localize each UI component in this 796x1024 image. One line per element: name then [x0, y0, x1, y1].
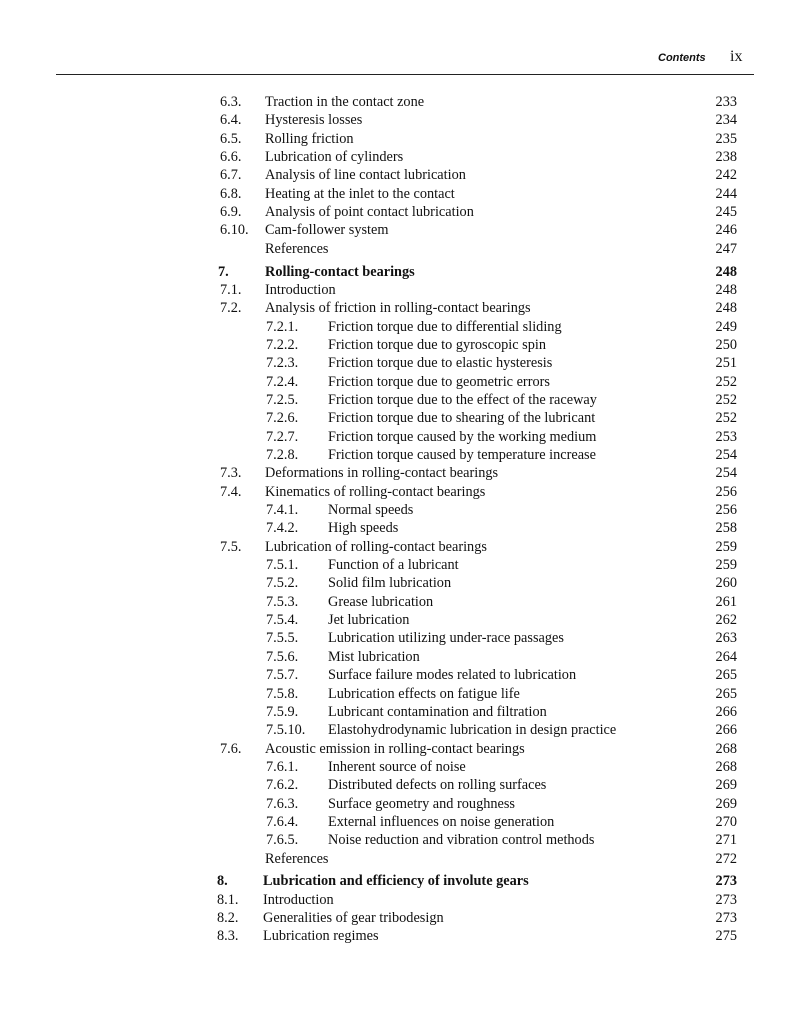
entry-page: 258	[715, 520, 737, 537]
entry-number: 8.2.	[217, 910, 239, 927]
entry-page: 259	[715, 557, 737, 574]
entry-page: 265	[715, 667, 737, 684]
subentry-title: Normal speeds	[328, 502, 414, 519]
toc-entry	[0, 299, 796, 317]
entry-number: 8.3.	[217, 928, 239, 945]
entry-title: Analysis of line contact lubrication	[265, 167, 466, 184]
subentry-title: Mist lubrication	[328, 648, 420, 665]
entry-page: 245	[715, 204, 737, 221]
entry-title: Lubrication regimes	[263, 928, 379, 945]
entry-page: 256	[715, 483, 737, 500]
toc-entry	[0, 203, 796, 221]
entry-title: Heating at the inlet to the contact	[265, 185, 455, 202]
entry-number: 6.5.	[220, 130, 242, 147]
subentry-number: 7.5.6.	[266, 648, 299, 665]
toc-subentry	[0, 685, 796, 703]
entry-number: 6.4.	[220, 112, 242, 129]
entry-number: 6.9.	[220, 204, 242, 221]
entry-title: Introduction	[265, 281, 336, 298]
entry-title: Deformations in rolling-contact bearings	[265, 465, 499, 482]
toc-subentry	[0, 611, 796, 629]
subentry-number: 7.5.4.	[266, 612, 299, 629]
entry-number: 7.6.	[220, 740, 242, 757]
toc-entry	[0, 483, 796, 501]
toc-subentry	[0, 593, 796, 611]
entry-page: 264	[715, 648, 737, 665]
subentry-number: 7.5.9.	[266, 703, 299, 720]
subentry-number: 7.2.3.	[266, 355, 299, 372]
toc-entry-references	[0, 240, 796, 258]
entry-title: Traction in the contact zone	[265, 94, 425, 110]
entry-page: 244	[715, 185, 737, 202]
entry-title: Generalities of gear tribodesign	[263, 910, 444, 927]
entry-page: 235	[715, 130, 737, 147]
toc-subentry	[0, 501, 796, 519]
toc-subentry	[0, 813, 796, 831]
entry-number: 6.10.	[220, 222, 249, 239]
toc-entry-references	[0, 850, 796, 868]
subentry-number: 7.2.2.	[266, 336, 299, 353]
subentry-number: 7.6.1.	[266, 758, 299, 775]
entry-page: 249	[715, 318, 737, 335]
subentry-title: Friction torque caused by the working medium	[328, 428, 597, 445]
running-header-label: Contents	[658, 52, 706, 64]
table-of-contents	[0, 93, 796, 946]
toc-subentry	[0, 409, 796, 427]
subentry-title: Friction torque due to geometric errors	[328, 373, 550, 390]
toc-subentry	[0, 318, 796, 336]
toc-entry	[0, 538, 796, 556]
entry-page: 253	[715, 428, 737, 445]
toc-subentry	[0, 795, 796, 813]
toc-subentry	[0, 831, 796, 849]
entry-page: 260	[715, 575, 737, 592]
toc-chapter-heading	[0, 872, 796, 890]
subentry-title: Friction torque caused by temperature increase	[328, 447, 596, 464]
entry-page: 265	[715, 685, 737, 702]
entry-page: 242	[715, 167, 737, 184]
subentry-title: Function of a lubricant	[328, 557, 459, 574]
entry-page: 273	[715, 910, 737, 927]
entry-page: 252	[715, 392, 737, 408]
entry-page: 233	[715, 94, 737, 110]
header-rule	[56, 74, 754, 75]
entry-page: 250	[715, 336, 737, 353]
entry-page: 268	[715, 758, 737, 775]
entry-title: Analysis of point contact lubrication	[265, 204, 474, 221]
subentry-title: Friction torque due to differential sliding	[328, 318, 562, 335]
subentry-number: 7.6.4.	[266, 813, 299, 830]
entry-title: Lubrication of cylinders	[265, 149, 404, 166]
entry-page: 252	[715, 373, 737, 390]
subentry-title: Jet lubrication	[328, 612, 410, 629]
entry-page: 251	[715, 355, 737, 372]
subentry-number: 7.5.1.	[266, 557, 299, 574]
subentry-title: Grease lubrication	[328, 593, 434, 610]
toc-entry	[0, 909, 796, 927]
entry-page: 275	[715, 928, 737, 945]
entry-page: 262	[715, 612, 737, 629]
toc-entry	[0, 166, 796, 184]
toc-subentry	[0, 776, 796, 794]
subentry-number: 7.5.2.	[266, 575, 299, 592]
toc-subentry	[0, 373, 796, 391]
toc-chapter-heading	[0, 263, 796, 281]
toc-entry	[0, 130, 796, 148]
entry-title: Analysis of friction in rolling-contact bearings	[265, 300, 531, 317]
entry-page: 261	[715, 593, 737, 610]
entry-page: 254	[715, 447, 737, 464]
toc-subentry	[0, 556, 796, 574]
toc-entry	[0, 464, 796, 482]
entry-title: Acoustic emission in rolling-contact bearings	[265, 740, 525, 757]
entry-page: 273	[715, 891, 737, 908]
toc-subentry	[0, 354, 796, 372]
subentry-title: External influences on noise generation	[328, 813, 555, 830]
entry-page: 269	[715, 795, 737, 812]
toc-subentry	[0, 721, 796, 739]
subentry-number: 7.2.1.	[266, 318, 299, 335]
entry-page: 238	[715, 149, 737, 166]
entry-page: 256	[715, 502, 737, 519]
entry-number: 7.2.	[220, 300, 242, 317]
subentry-title: High speeds	[328, 520, 399, 537]
subentry-number: 7.6.2.	[266, 777, 299, 794]
entry-title: Introduction	[263, 891, 334, 908]
subentry-title: Friction torque due to the effect of the raceway	[328, 392, 597, 408]
subentry-number: 7.4.2.	[266, 520, 299, 537]
chapter-page: 273	[715, 873, 737, 890]
entry-page: 246	[715, 222, 737, 239]
entry-number: 7.5.	[220, 538, 242, 555]
entry-page: 263	[715, 630, 737, 647]
entry-page: 269	[715, 777, 737, 794]
subentry-number: 7.2.8.	[266, 447, 299, 464]
subentry-number: 7.5.3.	[266, 593, 299, 610]
subentry-number: 7.6.3.	[266, 795, 299, 812]
subentry-title: Lubrication utilizing under-race passages	[328, 630, 564, 647]
subentry-title: Solid film lubrication	[328, 575, 452, 592]
subentry-number: 7.6.5.	[266, 832, 299, 849]
toc-subentry	[0, 574, 796, 592]
toc-subentry	[0, 666, 796, 684]
chapter-number: 7.	[218, 263, 229, 280]
entry-page: 248	[715, 300, 737, 317]
chapter-title: Lubrication and efficiency of involute gears	[263, 873, 529, 890]
toc-entry	[0, 740, 796, 758]
entry-title: Lubrication of rolling-contact bearings	[265, 538, 487, 555]
subentry-title: Lubricant contamination and filtration	[328, 703, 547, 720]
entry-number: 8.1.	[217, 891, 239, 908]
entry-title: Hysteresis losses	[265, 112, 363, 129]
chapter-title: Rolling-contact bearings	[265, 263, 415, 280]
entry-page: 234	[715, 112, 737, 129]
entry-page: 254	[715, 465, 737, 482]
toc-subentry	[0, 428, 796, 446]
subentry-number: 7.5.8.	[266, 685, 299, 702]
subentry-number: 7.5.10.	[266, 722, 306, 739]
entry-page: 252	[715, 410, 737, 427]
subentry-number: 7.2.6.	[266, 410, 299, 427]
entry-number: 6.7.	[220, 167, 242, 184]
subentry-title: Friction torque due to shearing of the lubricant	[328, 410, 596, 427]
toc-entry	[0, 185, 796, 203]
toc-entry	[0, 148, 796, 166]
toc-entry	[0, 281, 796, 299]
subentry-number: 7.5.7.	[266, 667, 299, 684]
toc-entry	[0, 221, 796, 239]
subentry-title: Inherent source of noise	[328, 758, 466, 775]
entry-number: 7.1.	[220, 281, 242, 298]
toc-subentry	[0, 758, 796, 776]
chapter-number: 8.	[217, 873, 228, 890]
entry-title: Kinematics of rolling-contact bearings	[265, 483, 486, 500]
entry-number: 7.4.	[220, 483, 242, 500]
toc-subentry	[0, 336, 796, 354]
entry-page: 272	[715, 850, 737, 867]
subentry-number: 7.2.4.	[266, 373, 299, 390]
entry-page: 266	[715, 703, 737, 720]
entry-page: 247	[715, 240, 737, 257]
toc-subentry	[0, 703, 796, 721]
subentry-title: Distributed defects on rolling surfaces	[328, 777, 547, 794]
entry-title: Rolling friction	[265, 130, 354, 147]
entry-page: 266	[715, 722, 737, 739]
toc-entry	[0, 927, 796, 945]
toc-subentry	[0, 391, 796, 409]
entry-page: 271	[715, 832, 737, 849]
subentry-title: Friction torque due to gyroscopic spin	[328, 336, 546, 353]
toc-subentry	[0, 629, 796, 647]
subentry-title: Noise reduction and vibration control methods	[328, 832, 595, 849]
toc-subentry	[0, 648, 796, 666]
subentry-number: 7.2.5.	[266, 392, 299, 408]
subentry-number: 7.4.1.	[266, 502, 299, 519]
toc-entry	[0, 93, 796, 111]
toc-subentry	[0, 446, 796, 464]
toc-entry	[0, 891, 796, 909]
chapter-page: 248	[715, 263, 737, 280]
entry-page: 270	[715, 813, 737, 830]
entry-title: Cam-follower system	[265, 222, 389, 239]
subentry-title: Surface failure modes related to lubrication	[328, 667, 577, 684]
subentry-title: Friction torque due to elastic hysteresis	[328, 355, 553, 372]
subentry-title: Elastohydrodynamic lubrication in design practice	[328, 722, 617, 739]
subentry-number: 7.2.7.	[266, 428, 299, 445]
entry-title: References	[265, 240, 329, 257]
entry-number: 6.3.	[220, 94, 242, 110]
subentry-number: 7.5.5.	[266, 630, 299, 647]
entry-page: 259	[715, 538, 737, 555]
entry-number: 6.8.	[220, 185, 242, 202]
entry-page: 268	[715, 740, 737, 757]
subentry-title: Lubrication effects on fatigue life	[328, 685, 520, 702]
entry-number: 6.6.	[220, 149, 242, 166]
running-header-page-number: ix	[730, 48, 743, 65]
subentry-title: Surface geometry and roughness	[328, 795, 515, 812]
entry-number: 7.3.	[220, 465, 242, 482]
entry-title: References	[265, 850, 329, 867]
toc-subentry	[0, 519, 796, 537]
toc-entry	[0, 111, 796, 129]
entry-page: 248	[715, 281, 737, 298]
